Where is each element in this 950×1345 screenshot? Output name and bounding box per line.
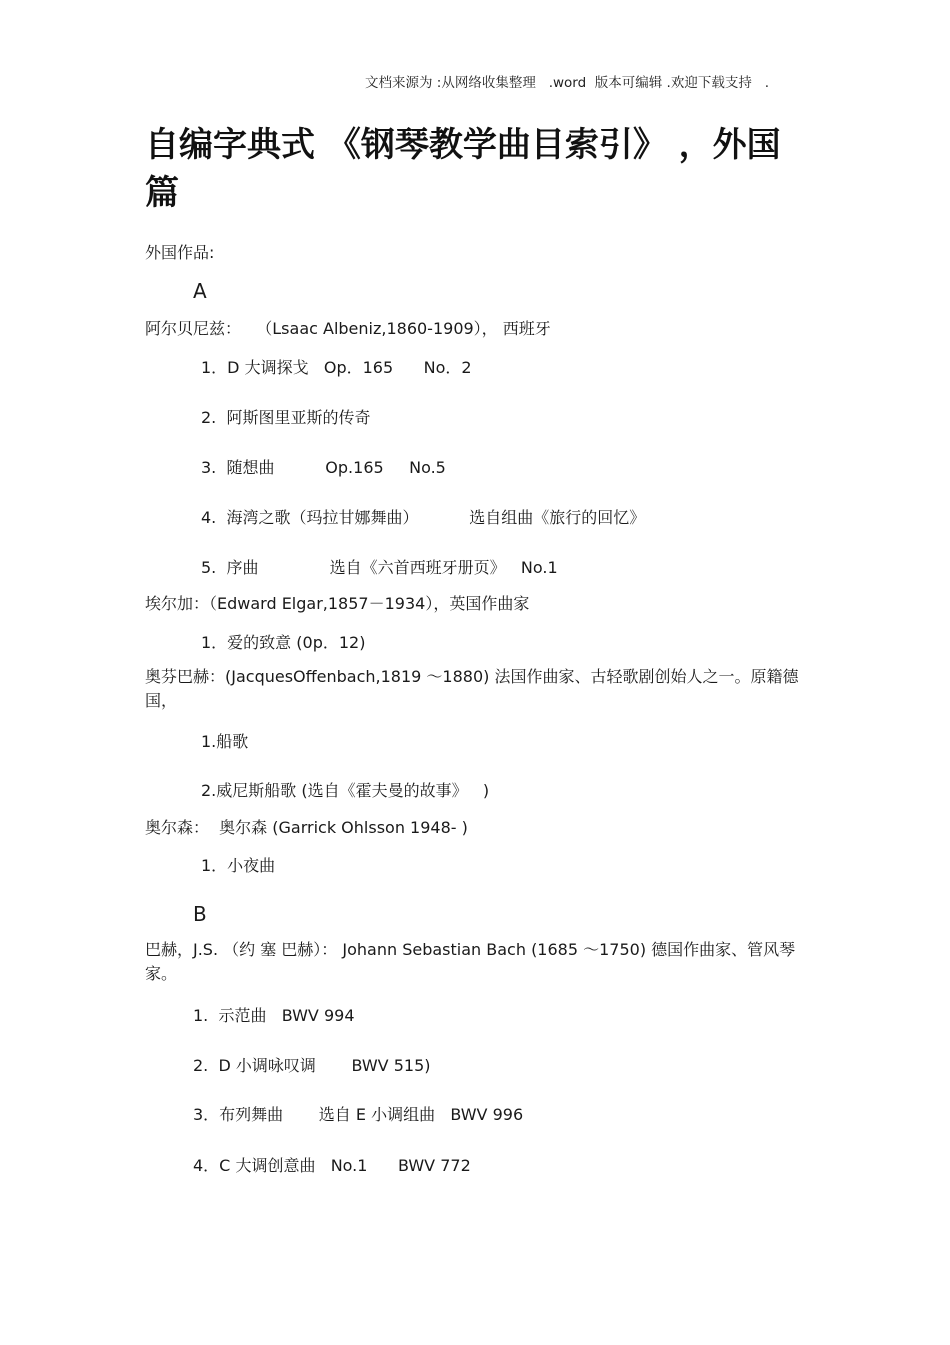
composer-offenbach: 奥芬巴赫：(JacquesOffenbach,1819 ～1880) 法国作曲家、古轻歌剧创始人之一。原籍德国， [145, 667, 799, 710]
list-item: 2. D 小调咏叹调 BWV 515) [193, 1056, 431, 1075]
list-item: 1. 示范曲 BWV 994 [193, 1006, 355, 1025]
letter-heading-b: B [193, 902, 207, 926]
list-item: 1．小夜曲 [201, 856, 276, 875]
document-title-line-1: 自编字典式 《钢琴教学曲目索引》 ，外国 [145, 125, 781, 165]
section-label: 外国作品: [145, 243, 215, 262]
composer-bach: 巴赫，J.S. （约 塞 巴赫）： Johann Sebastian Bach (1685 ～1750) 德国作曲家、管风琴家。 [145, 940, 796, 983]
list-item: 2.威尼斯船歌 (选自《霍夫曼的故事》 ) [201, 781, 490, 800]
document-title-line-2: 篇 [145, 173, 179, 213]
list-item: 5. 序曲 选自《六首西班牙册页》 No.1 [201, 558, 558, 577]
list-item: 4. 海湾之歌（玛拉甘娜舞曲） 选自组曲《旅行的回忆》 [201, 508, 646, 527]
composer-albeniz: 阿尔贝尼兹： （Lsaac Albeniz,1860-1909）， 西班牙 [145, 319, 551, 338]
composer-ohlsson: 奥尔森： 奥尔森 (Garrick Ohlsson 1948- ) [145, 818, 468, 837]
list-item: 3．布列舞曲 选自 E 小调组曲 BWV 996 [193, 1105, 524, 1124]
letter-heading-a: A [193, 279, 207, 303]
list-item: 1．爱的致意 (0p．12) [201, 633, 366, 652]
list-item: 4．C 大调创意曲 No.1 BWV 772 [193, 1156, 471, 1175]
header-note: 文档来源为 :从网络收集整理 .word 版本可编辑 .欢迎下载支持 . [365, 75, 770, 91]
list-item: 1．D 大调探戈 Op．165 No．2 [201, 358, 472, 377]
composer-elgar: 埃尔加：（Edward Elgar,1857－1934），英国作曲家 [145, 594, 530, 613]
list-item: 1.船歌 [201, 732, 249, 751]
list-item: 2. 阿斯图里亚斯的传奇 [201, 408, 371, 427]
list-item: 3. 随想曲 Op.165 No.5 [201, 458, 446, 477]
